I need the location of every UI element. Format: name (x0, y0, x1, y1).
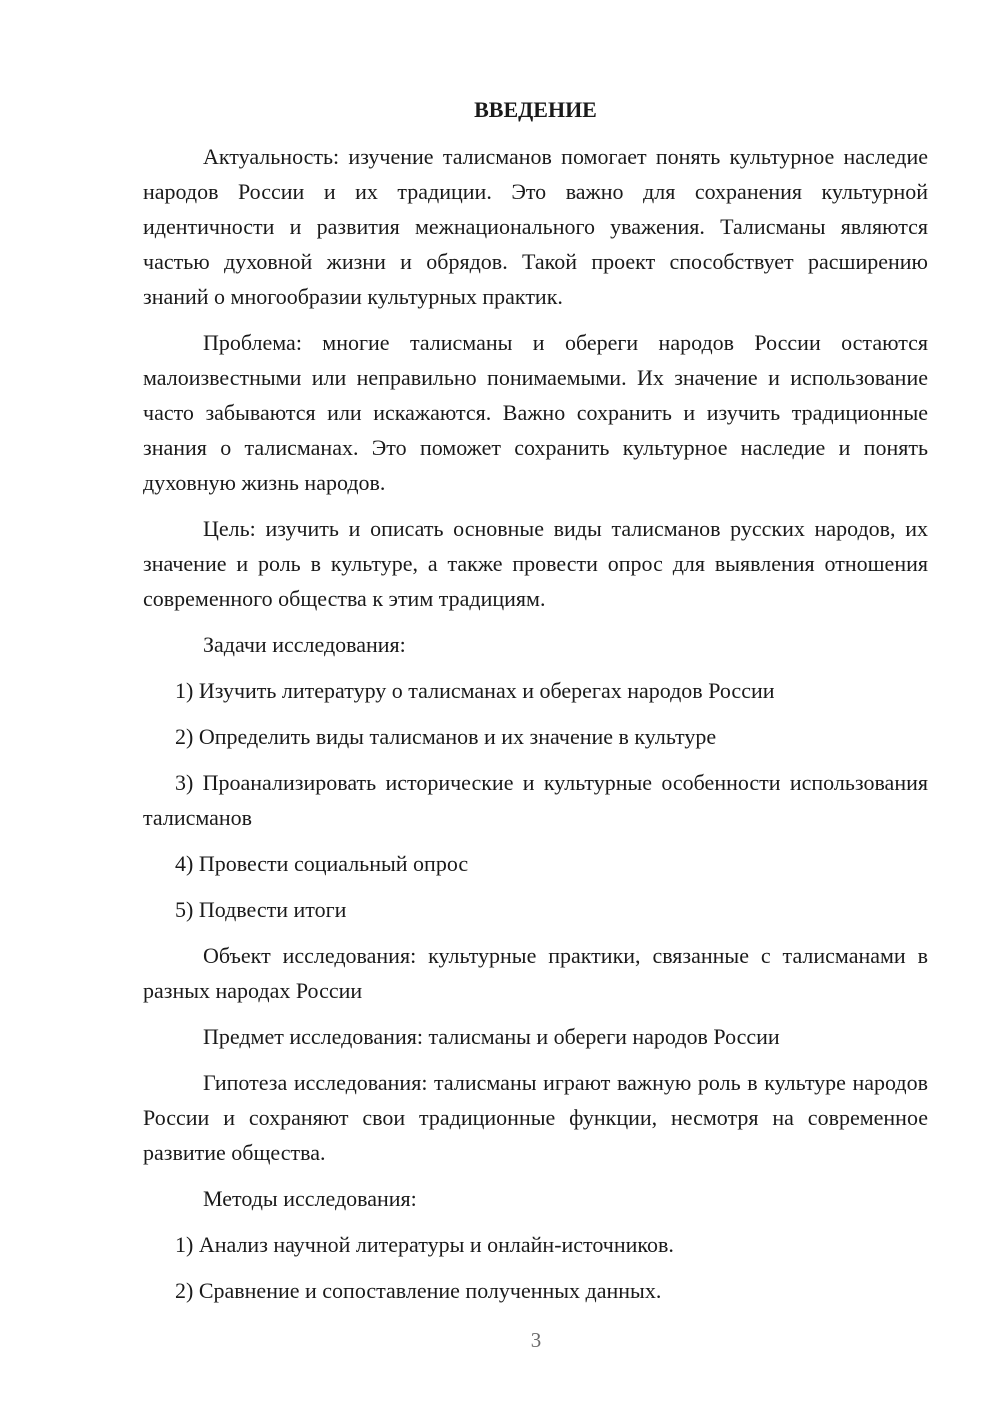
task-item: 2) Определить виды талисманов и их значение в культуре (175, 724, 717, 749)
method-item: 1) Анализ научной литературы и онлайн-источников. (175, 1232, 674, 1257)
page-number: 3 (530, 1328, 542, 1352)
methods-heading: Методы исследования: (203, 1186, 417, 1211)
relevance-paragraph: Актуальность: изучение талисманов помогает понять культурное наследие народов России и их традиции. Это важно для сохранения культурной идентичности и развития межнационального уважения. Талисманы являются частью духовной жизни и обрядов. Такой проект способствует расширению знаний о многообразии культурных практик. (143, 144, 928, 309)
document-page (143, 92, 928, 1308)
problem-paragraph: Проблема: многие талисманы и обереги народов России остаются малоизвестными или неправильно понимаемыми. Их значение и использование часто забываются или искажаются. Важно сохранить и изучить традиционные знания о талисманах. Это поможет сохранить культурное наследие и понять духовную жизнь народов. (143, 330, 928, 495)
object-paragraph: Объект исследования: культурные практики, связанные с талисманами в разных народах России (143, 943, 928, 1003)
task-item: 5) Подвести итоги (175, 897, 347, 922)
method-item: 2) Сравнение и сопоставление полученных данных. (175, 1278, 662, 1303)
tasks-heading: Задачи исследования: (203, 632, 406, 657)
task-item: 1) Изучить литературу о талисманах и оберегах народов России (175, 678, 775, 703)
subject-paragraph: Предмет исследования: талисманы и обереги народов России (203, 1024, 780, 1049)
task-item: 4) Провести социальный опрос (175, 851, 469, 876)
page-title: ВВЕДЕНИЕ (474, 97, 597, 122)
task-item: 3) Проанализировать исторические и культурные особенности использования талисманов (143, 770, 928, 830)
hypothesis-paragraph: Гипотеза исследования: талисманы играют важную роль в культуре народов России и сохраняют свои традиционные функции, несмотря на современное развитие общества. (143, 1070, 928, 1165)
goal-paragraph: Цель: изучить и описать основные виды талисманов русских народов, их значение и роль в культуре, а также провести опрос для выявления отношения современного общества к этим традициям. (143, 516, 928, 611)
